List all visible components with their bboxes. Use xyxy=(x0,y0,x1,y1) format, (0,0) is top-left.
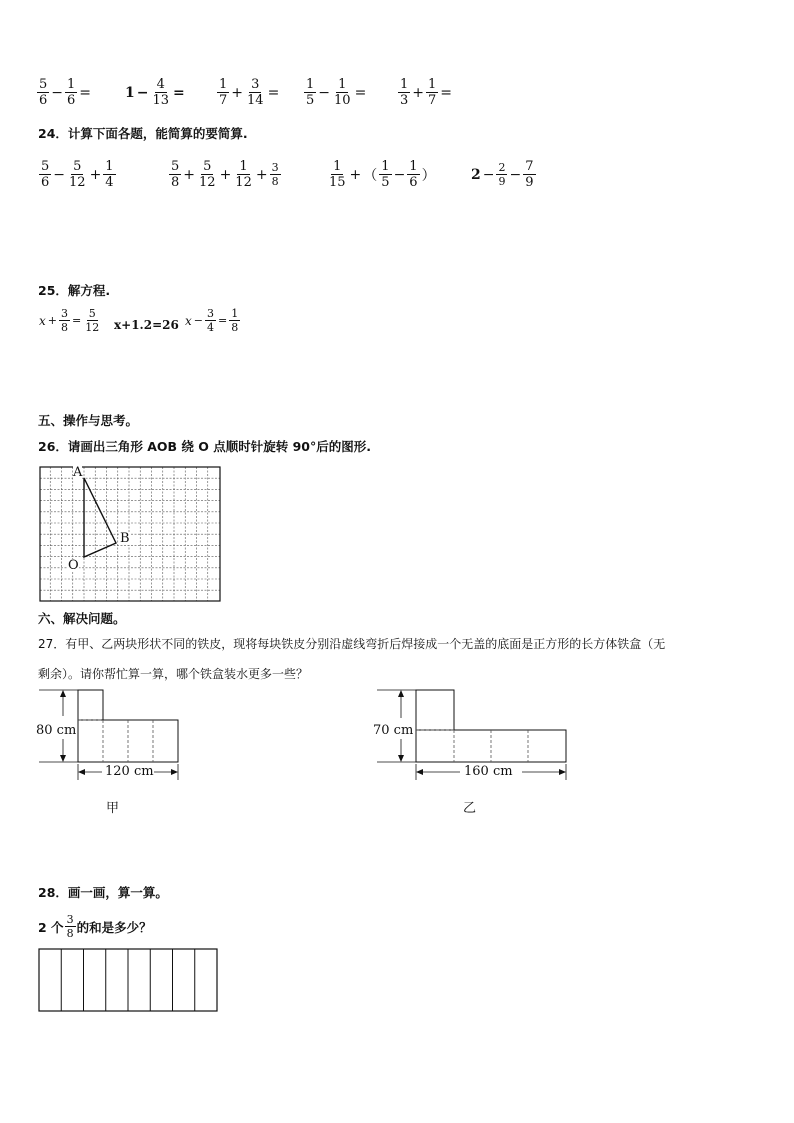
fraction: $\frac{5}{12}$ xyxy=(85,307,100,334)
question-28-heading: 28．画一画，算一算。 xyxy=(38,885,168,900)
sheet-a-height-label: 80 cm xyxy=(36,723,77,738)
sheet-a-width-label: 120 cm xyxy=(105,764,154,779)
fraction: $\frac{3}{8}$ xyxy=(66,913,74,940)
fraction: $\frac{1}{7}$ xyxy=(219,77,228,108)
question-27-line1: 27．有甲、乙两块形状不同的铁皮，现将每块铁皮分别沿虚线弯折后焊接成一个无盖的底面是正方形的长方体铁盒（无 xyxy=(38,637,666,651)
fraction: $\frac{2}{9}$ xyxy=(498,161,506,188)
calc-24-4: 2 − $\frac{2}{9}$ − $\frac{7}{9}$ xyxy=(471,159,534,190)
question-27-line2: 剩余）。请你帮忙算一算，哪个铁盒装水更多一些？ xyxy=(38,667,309,681)
fraction: $\frac{1}{15}$ xyxy=(329,159,346,190)
rotation-grid-figure xyxy=(39,466,221,602)
sheet-b-top-flap xyxy=(416,690,454,730)
fraction: $\frac{5}{6}$ xyxy=(39,77,48,108)
fraction: $\frac{3}{8}$ xyxy=(61,307,68,334)
bar-dividers xyxy=(61,949,195,1011)
calc-23-2: 1 − $\frac{4}{13}$ = xyxy=(125,77,185,108)
fraction: $\frac{1}{8}$ xyxy=(231,307,239,334)
question-25-heading: 25．解方程. xyxy=(38,283,111,298)
sheet-b-name: 乙 xyxy=(463,801,477,816)
equation-25-3: x − $\frac{3}{4}$ = $\frac{1}{8}$ xyxy=(185,307,239,334)
fraction: $\frac{1}{6}$ xyxy=(67,77,76,108)
calc-24-3: $\frac{1}{15}$ + （ $\frac{1}{5}$ − $\frac{1}{6}$ ） xyxy=(329,159,436,190)
sheet-b-width-label: 160 cm xyxy=(464,764,513,779)
eighths-bar xyxy=(38,948,218,1012)
fraction: $\frac{1}{5}$ xyxy=(381,159,390,190)
point-a-label: A xyxy=(73,465,83,480)
fraction: $\frac{1}{5}$ xyxy=(306,77,315,108)
fold-lines xyxy=(416,730,528,762)
fraction: $\frac{1}{10}$ xyxy=(334,77,351,108)
section-5-heading: 五、操作与思考。 xyxy=(38,413,139,428)
equation-25-2: x+1.2=26 xyxy=(114,318,179,332)
question-24-heading: 24．计算下面各题，能简算的要简算. xyxy=(38,126,248,141)
sheet-b-height-label: 70 cm xyxy=(373,723,414,738)
fraction: $\frac{5}{12}$ xyxy=(199,159,216,190)
calc-23-4: $\frac{1}{5}$ − $\frac{1}{10}$ = xyxy=(306,77,367,108)
fraction: $\frac{3}{4}$ xyxy=(207,307,214,334)
fraction: $\frac{3}{8}$ xyxy=(271,161,279,188)
calc-23-1: $\frac{5}{6}$ − $\frac{1}{6}$ = xyxy=(39,77,92,108)
fraction: $\frac{5}{8}$ xyxy=(171,159,180,190)
fraction: $\frac{1}{7}$ xyxy=(428,77,437,108)
calc-23-3: $\frac{1}{7}$ + $\frac{3}{14}$ = xyxy=(219,77,280,108)
fold-lines xyxy=(78,720,153,762)
fraction: $\frac{5}{6}$ xyxy=(41,159,50,190)
calc-24-2: $\frac{5}{8}$ + $\frac{5}{12}$ + $\frac{1}{12}$ + $\frac{3}{8}$ xyxy=(171,159,279,190)
fraction: $\frac{3}{14}$ xyxy=(247,77,264,108)
calc-23-5: $\frac{1}{3}$ + $\frac{1}{7}$ = xyxy=(400,77,453,108)
fraction: $\frac{1}{6}$ xyxy=(409,159,418,190)
fraction: $\frac{1}{12}$ xyxy=(235,159,252,190)
grid-lines xyxy=(40,467,220,601)
point-o-label: O xyxy=(68,558,79,573)
fraction: $\frac{7}{9}$ xyxy=(525,159,534,190)
fraction: $\frac{1}{3}$ xyxy=(400,77,409,108)
point-b-label: B xyxy=(120,531,130,546)
fraction: $\frac{5}{12}$ xyxy=(69,159,86,190)
fraction: $\frac{4}{13}$ xyxy=(152,77,170,108)
equation-25-1: x + $\frac{3}{8}$ = $\frac{5}{12}$ xyxy=(39,307,100,334)
sheet-a-top-flap xyxy=(78,690,103,720)
calc-24-1: $\frac{5}{6}$ − $\frac{5}{12}$ + $\frac{1}{4}$ xyxy=(41,159,114,190)
fraction: $\frac{1}{4}$ xyxy=(105,159,114,190)
question-26-heading: 26．请画出三角形 AOB 绕 O 点顺时针旋转 90°后的图形. xyxy=(38,439,372,454)
sheet-a-name: 甲 xyxy=(106,801,120,816)
section-6-heading: 六、解决问题。 xyxy=(38,611,126,626)
grid-border xyxy=(40,467,220,601)
question-28-prompt: 2 个 $\frac{3}{8}$ 的和是多少？ xyxy=(38,913,152,940)
